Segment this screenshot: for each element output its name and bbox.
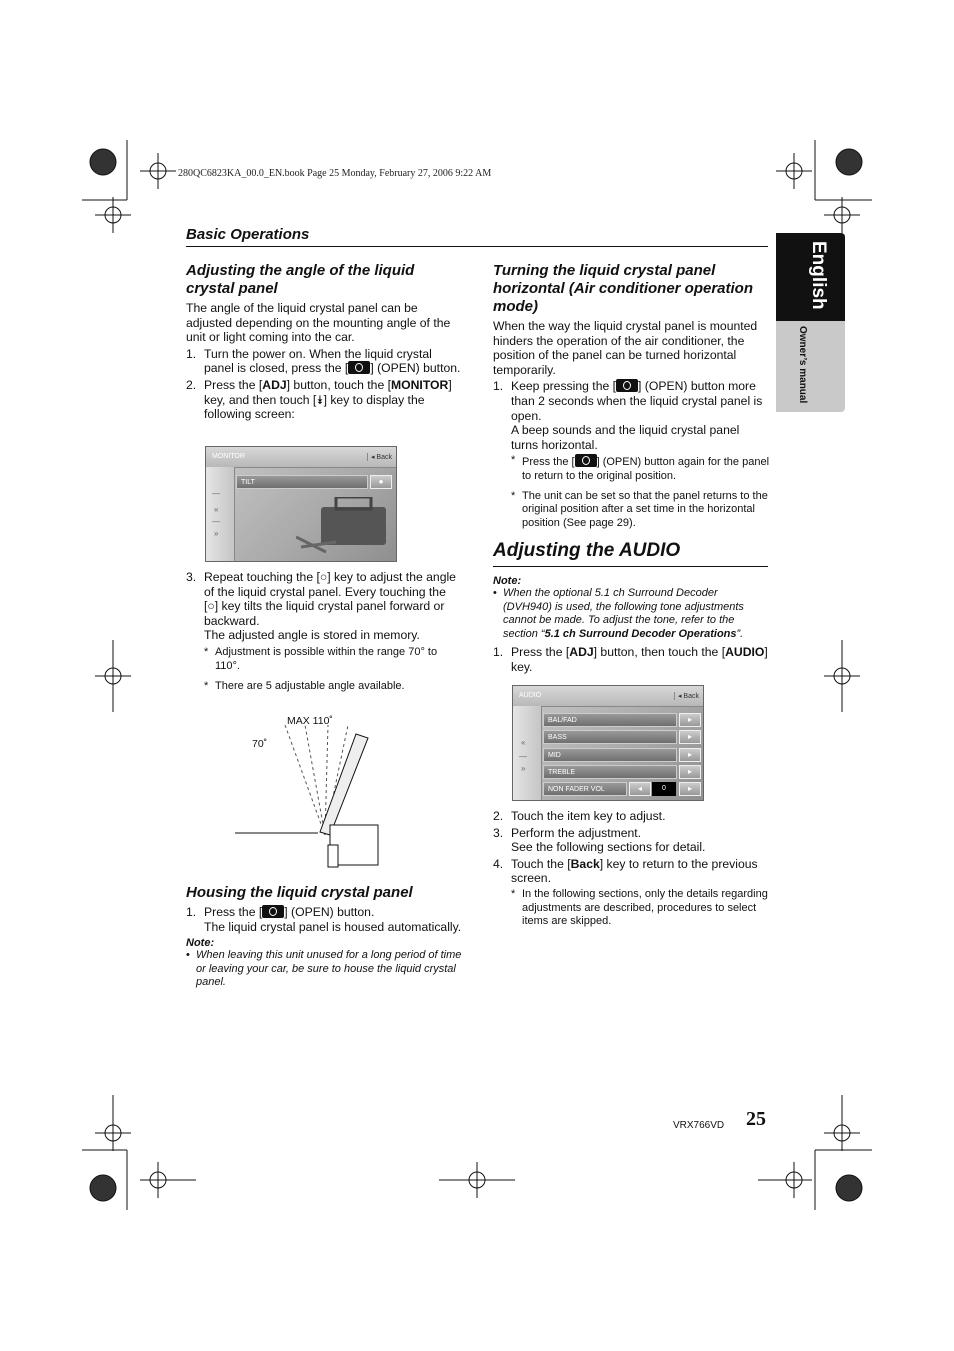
- left-housing: [186, 884, 462, 990]
- star-note-1: * Press the [ ] (OPEN) button again for the panel to return to the original position.: [511, 454, 770, 482]
- note-text: There are 5 adjustable angle available.: [215, 680, 405, 693]
- step-text: ] button, touch the [: [286, 377, 391, 392]
- step-text: ] key, and then touch [: [204, 377, 452, 407]
- note-body: • When the optional 5.1 ch Surround Decoder (DVH940) is used, the following tone adjustments cannot be made. To adjust the tone, refer to the section “5.1 ch Surround Decoder Operations”.: [493, 587, 744, 640]
- audio-rule: [493, 566, 768, 567]
- audio-row-bass: BASS: [543, 730, 677, 744]
- right-column: [493, 262, 769, 530]
- step-text: Keep pressing the [: [511, 379, 617, 394]
- star-note-2: * There are 5 adjustable angle available.: [204, 680, 405, 693]
- open-button-icon: [262, 905, 284, 918]
- step-text: ] key to return to the previous screen.: [511, 856, 758, 886]
- page-number: 25: [746, 1108, 766, 1130]
- step-text: Turn the power on. When the liquid crystal panel is closed, press the [: [204, 346, 432, 376]
- down-scroll-icon: ⯯: [316, 392, 324, 407]
- step-number: 2.: [186, 377, 197, 392]
- section-rule: [186, 246, 768, 247]
- step-1: [493, 379, 769, 452]
- note-text: Press the [: [522, 456, 575, 469]
- row-arrow-icon: ▸: [679, 765, 701, 779]
- step-text: ] key to display the following screen:: [204, 392, 425, 422]
- step-text: The adjusted angle is stored in memory.: [204, 628, 420, 643]
- note-text: ”.: [736, 627, 744, 640]
- decrease-arrow-icon: ◂: [629, 782, 651, 796]
- note-body: • When leaving this unit unused for a long period of time or leaving your car, be sure to house the liquid crystal panel.: [186, 949, 462, 989]
- screen-title: AUDIO: [519, 692, 542, 699]
- audio-row-treble: TREBLE: [543, 765, 677, 779]
- open-button-icon: [575, 454, 597, 467]
- star-note-3: * In the following sections, only the details regarding adjustments are described, procedures to select items are skipped.: [511, 887, 768, 928]
- row-arrow-icon: ▸: [679, 713, 701, 727]
- heading-adjust-angle: Adjusting the angle of the liquid crystal panel: [186, 262, 415, 297]
- tilt-row: TILT: [236, 475, 368, 489]
- back-key: ◂ Back: [367, 453, 392, 461]
- diagram-max-label: MAX 110˚: [287, 715, 333, 727]
- step-text: See the following sections for detail.: [511, 840, 706, 855]
- heading-turn-horizontal: Turning the liquid crystal panel horizontal (Air conditioner operation mode): [493, 262, 753, 315]
- left-column-cont: [186, 570, 462, 694]
- step-1: [186, 347, 462, 376]
- row-arrow-icon: ▸: [679, 730, 701, 744]
- monitor-label: MONITOR: [391, 377, 449, 392]
- step-text: ] (OPEN) button.: [370, 361, 461, 376]
- step-text: Touch the item key to adjust.: [511, 809, 666, 823]
- audio-label: AUDIO: [725, 645, 765, 660]
- audio-row-mid: MID: [543, 748, 677, 762]
- increase-arrow-icon: ▸: [679, 782, 701, 796]
- step-text: ] key.: [511, 645, 768, 674]
- housing-step-1: [186, 905, 462, 934]
- section-title: Basic Operations: [186, 226, 310, 243]
- heading-adjusting-audio: Adjusting the AUDIO: [493, 540, 681, 561]
- step-text: Touch the [: [511, 856, 571, 871]
- manual-tab-label: Owner’s manual: [797, 326, 808, 404]
- audio-screen-image: [512, 685, 704, 801]
- step-text: A beep sounds and the liquid crystal panel turns horizontal.: [511, 423, 740, 452]
- toolbox-graphic: [296, 497, 391, 557]
- note-link-text: 5.1 ch Surround Decoder Operations: [544, 627, 737, 640]
- step-number: 1.: [186, 346, 197, 361]
- step-text: ] button, then touch the [: [593, 645, 726, 660]
- step-number: 1.: [186, 905, 197, 919]
- model-number: VRX766VD: [673, 1120, 725, 1131]
- note-text: ] (OPEN) button again for the panel to return to the original position.: [522, 456, 770, 482]
- step-text: Perform the adjustment.: [511, 825, 642, 840]
- tilt-key: ●: [370, 475, 392, 489]
- audio-note: [493, 575, 769, 675]
- step-number: 1.: [493, 379, 504, 394]
- audio-row-non-fader-vol: NON FADER VOL: [543, 782, 627, 796]
- screen-side-keys: « — »: [513, 706, 542, 800]
- audio-row-bal-fad: BAL/FAD: [543, 713, 677, 727]
- audio-step-2: [493, 809, 769, 824]
- step-number: 1.: [493, 645, 504, 660]
- step-2: [186, 378, 462, 422]
- step-text: ] (OPEN) button.: [284, 905, 375, 919]
- back-label: Back: [570, 856, 600, 871]
- adj-label: ADJ: [262, 377, 287, 392]
- adj-label: ADJ: [569, 645, 594, 660]
- note-text: When the optional 5.1 ch Surround Decoder (DVH940) is used, the following tone adjustments cannot be made. To adjust the tone, refer to the section “: [503, 587, 744, 640]
- audio-steps: [493, 809, 769, 929]
- monitor-screen-image: [205, 446, 397, 562]
- note-text: Adjustment is possible within the range 70° to 110°.: [215, 645, 438, 672]
- print-header: 280QC6823KA_00.0_EN.book Page 25 Monday, February 27, 2006 9:22 AM: [178, 168, 492, 179]
- step-number: 3.: [493, 825, 504, 840]
- side-tab: [776, 233, 845, 412]
- step-number: 4.: [493, 856, 504, 871]
- step-text: Repeat touching the [○] key to adjust the angle of the liquid crystal panel. Every touching the [○] key tilts the liquid crystal panel forward or backward.: [204, 570, 456, 628]
- row-arrow-icon: ▸: [679, 748, 701, 762]
- step-3: [186, 570, 462, 643]
- audio-step-1: [493, 645, 769, 674]
- step-text: Press the [: [204, 905, 263, 919]
- step-text: Press the [: [511, 645, 570, 660]
- note-text: In the following sections, only the details regarding adjustments are described, procedures to select items are skipped.: [522, 887, 768, 928]
- screen-title: MONITOR: [212, 453, 245, 460]
- note-heading: Note:: [493, 575, 522, 587]
- step-number: 2.: [493, 809, 504, 823]
- nfv-value: 0: [652, 782, 676, 796]
- note-text: When leaving this unit unused for a long period of time or leaving your car, be sure to house the liquid crystal panel.: [196, 949, 462, 989]
- heading-housing: Housing the liquid crystal panel: [186, 884, 413, 901]
- back-key: ◂ Back: [674, 692, 699, 700]
- step-text: Press the [: [204, 377, 263, 392]
- star-note-1: * Adjustment is possible within the range 70° to 110°.: [204, 645, 438, 672]
- language-tab-label: English: [808, 241, 829, 310]
- step-text: ] (OPEN) button more than 2 seconds when the liquid crystal panel is open.: [511, 379, 763, 423]
- note-heading: Note:: [186, 937, 215, 950]
- left-column: [186, 262, 462, 422]
- diagram-min-label: 70˚: [252, 738, 268, 750]
- intro-paragraph: The angle of the liquid crystal panel can be adjusted depending on the mounting angle of the unit or light coming into the car.: [186, 301, 451, 345]
- star-note-2: * The unit can be set so that the panel returns to the original position after a set time in the horizontal position (See page 29).: [511, 489, 768, 529]
- step-number: 3.: [186, 570, 197, 584]
- audio-step-3: [493, 826, 769, 855]
- open-button-icon: [348, 361, 370, 374]
- intro-paragraph: When the way the liquid crystal panel is mounted hinders the operation of the air conditioner, the position of the panel can be turned horizontal temporarily.: [493, 319, 758, 377]
- note-text: The unit can be set so that the panel returns to the original position after a set time in the horizontal position (See page 29).: [522, 489, 768, 529]
- audio-step-4: [493, 857, 769, 886]
- open-button-icon: [616, 379, 638, 392]
- step-text: The liquid crystal panel is housed automatically.: [204, 919, 462, 934]
- angle-diagram: [230, 710, 390, 875]
- screen-side-keys: — « — »: [206, 467, 235, 561]
